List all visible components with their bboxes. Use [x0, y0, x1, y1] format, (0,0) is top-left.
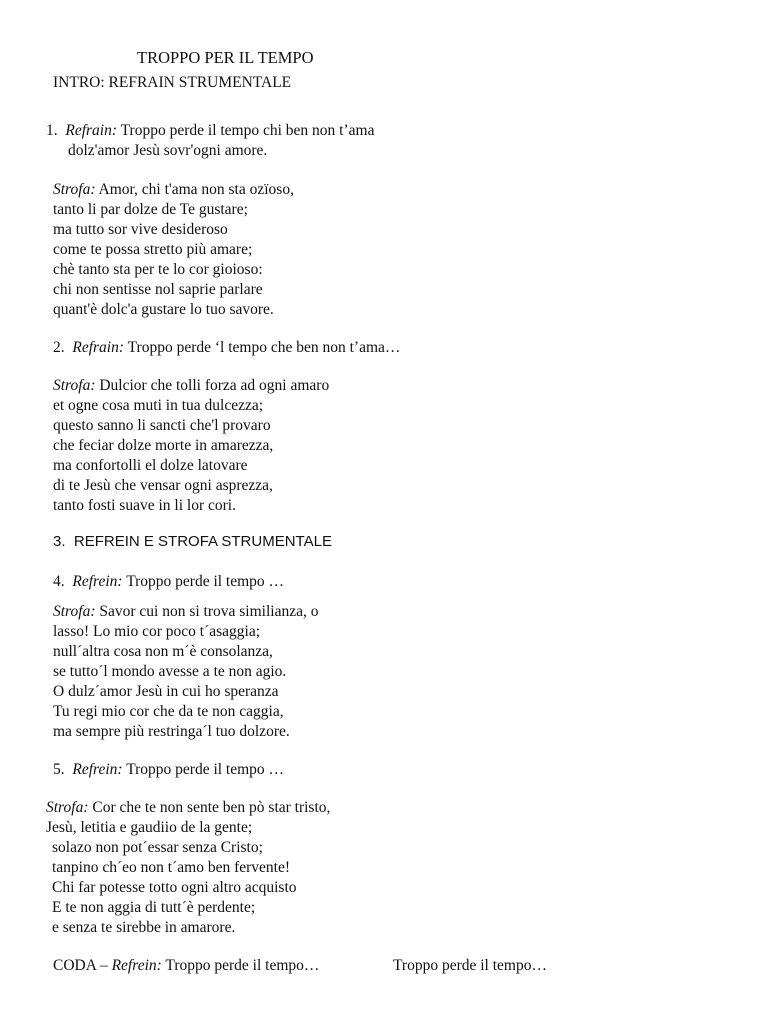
strofa-line: questo sanno li sancti che'l provaro — [53, 417, 271, 434]
section-1-strofa — [53, 180, 294, 320]
strofa-line: Dulcior che tolli forza ad ogni amaro — [95, 377, 330, 394]
section-number: 5. — [53, 761, 65, 778]
strofa-line: di te Jesù che vensar ogni asprezza, — [53, 477, 273, 494]
refrain-label: Refrain: — [72, 339, 125, 356]
section-5-refrain — [53, 760, 284, 780]
coda-line — [53, 956, 319, 976]
strofa-label: Strofa: — [46, 799, 89, 816]
section-2-strofa — [53, 376, 329, 516]
page-title: TROPPO PER IL TEMPO — [137, 48, 314, 67]
section-4-refrain — [53, 572, 284, 592]
strofa-line: Cor che te non sente ben pò star tristo, — [88, 799, 331, 816]
refrain-label: Refrein: — [72, 761, 123, 778]
section-number: 2. — [53, 339, 65, 356]
strofa-line: Chi far potesse totto ogni altro acquisto — [52, 879, 297, 896]
section-2-refrain — [53, 338, 400, 358]
strofa-line: tanto fosti suave in li lor cori. — [53, 497, 236, 514]
strofa-line: ma confortolli el dolze latovare — [53, 457, 248, 474]
strofa-line: Amor, chi t'ama non sta ozïoso, — [95, 181, 294, 198]
strofa-line: e senza te sirebbe in amarore. — [52, 919, 236, 936]
strofa-line: se tutto´l mondo avesse a te non agio. — [53, 663, 287, 680]
strofa-line: O dulz´amor Jesù in cui ho speranza — [53, 683, 279, 700]
strofa-line: che feciar dolze morte in amarezza, — [53, 437, 274, 454]
refrain-text: Troppo perde il tempo chi ben non t’ama — [117, 122, 375, 139]
strofa-line: Tu regi mio cor che da te non caggia, — [53, 703, 284, 720]
refrain-text: Troppo perde il tempo … — [122, 761, 285, 778]
refrain-label: Refrain: — [65, 122, 118, 139]
strofa-line: solazo non pot´essar senza Cristo; — [52, 839, 263, 856]
strofa-line: chi non sentisse nol saprie parlare — [53, 281, 263, 298]
strofa-label: Strofa: — [53, 377, 96, 394]
strofa-line: quant'è dolc'a gustare lo tuo savore. — [53, 301, 274, 318]
strofa-line: come te possa stretto più amare; — [53, 241, 253, 258]
section-5-strofa — [46, 798, 330, 938]
strofa-line: ma sempre più restringa´l tuo dolzore. — [53, 723, 290, 740]
coda-text-second: Troppo perde il tempo… — [393, 957, 547, 974]
strofa-line: Jesù, letitia e gaudiio de la gente; — [46, 819, 253, 836]
section-3-line — [53, 532, 332, 552]
strofa-label: Strofa: — [53, 181, 96, 198]
strofa-line: tanpino ch´eo non t´amo ben fervente! — [52, 859, 291, 876]
strofa-line: E te non aggia di tutt´è perdente; — [52, 899, 256, 916]
section-number: 1. — [46, 122, 58, 139]
section-4-strofa — [53, 602, 318, 742]
strofa-line: et ogne cosa muti in tua dulcezza; — [53, 397, 264, 414]
coda-text: Troppo perde il tempo… — [161, 957, 320, 974]
strofa-line: lasso! Lo mio cor poco t´asaggia; — [53, 623, 261, 640]
strofa-line: ma tutto sor vive desideroso — [53, 221, 228, 238]
refrain-continuation: dolz'amor Jesù sovr'ogni amore. — [68, 142, 268, 159]
strofa-label: Strofa: — [53, 603, 96, 620]
strofa-line: chè tanto sta per te lo cor gioioso: — [53, 261, 263, 278]
section-number: 4. — [53, 573, 65, 590]
section-1-refrain — [46, 121, 374, 141]
section-number: 3. — [53, 533, 66, 550]
refrain-label: Refrein: — [111, 957, 162, 974]
strofa-line: null´altra cosa non m´è consolanza, — [53, 643, 273, 660]
coda-prefix: CODA – — [53, 957, 112, 974]
refrain-text: Troppo perde il tempo … — [122, 573, 285, 590]
refrain-label: Refrein: — [72, 573, 123, 590]
strofa-line: Savor cui non si trova similianza, o — [95, 603, 319, 620]
refrain-text: Troppo perde ‘l tempo che ben non t’ama… — [124, 339, 401, 356]
strofa-line: tanto li par dolze de Te gustare; — [53, 201, 248, 218]
intro-line: INTRO: REFRAIN STRUMENTALE — [53, 74, 292, 91]
section-3-text: REFREIN E STROFA STRUMENTALE — [73, 533, 332, 550]
